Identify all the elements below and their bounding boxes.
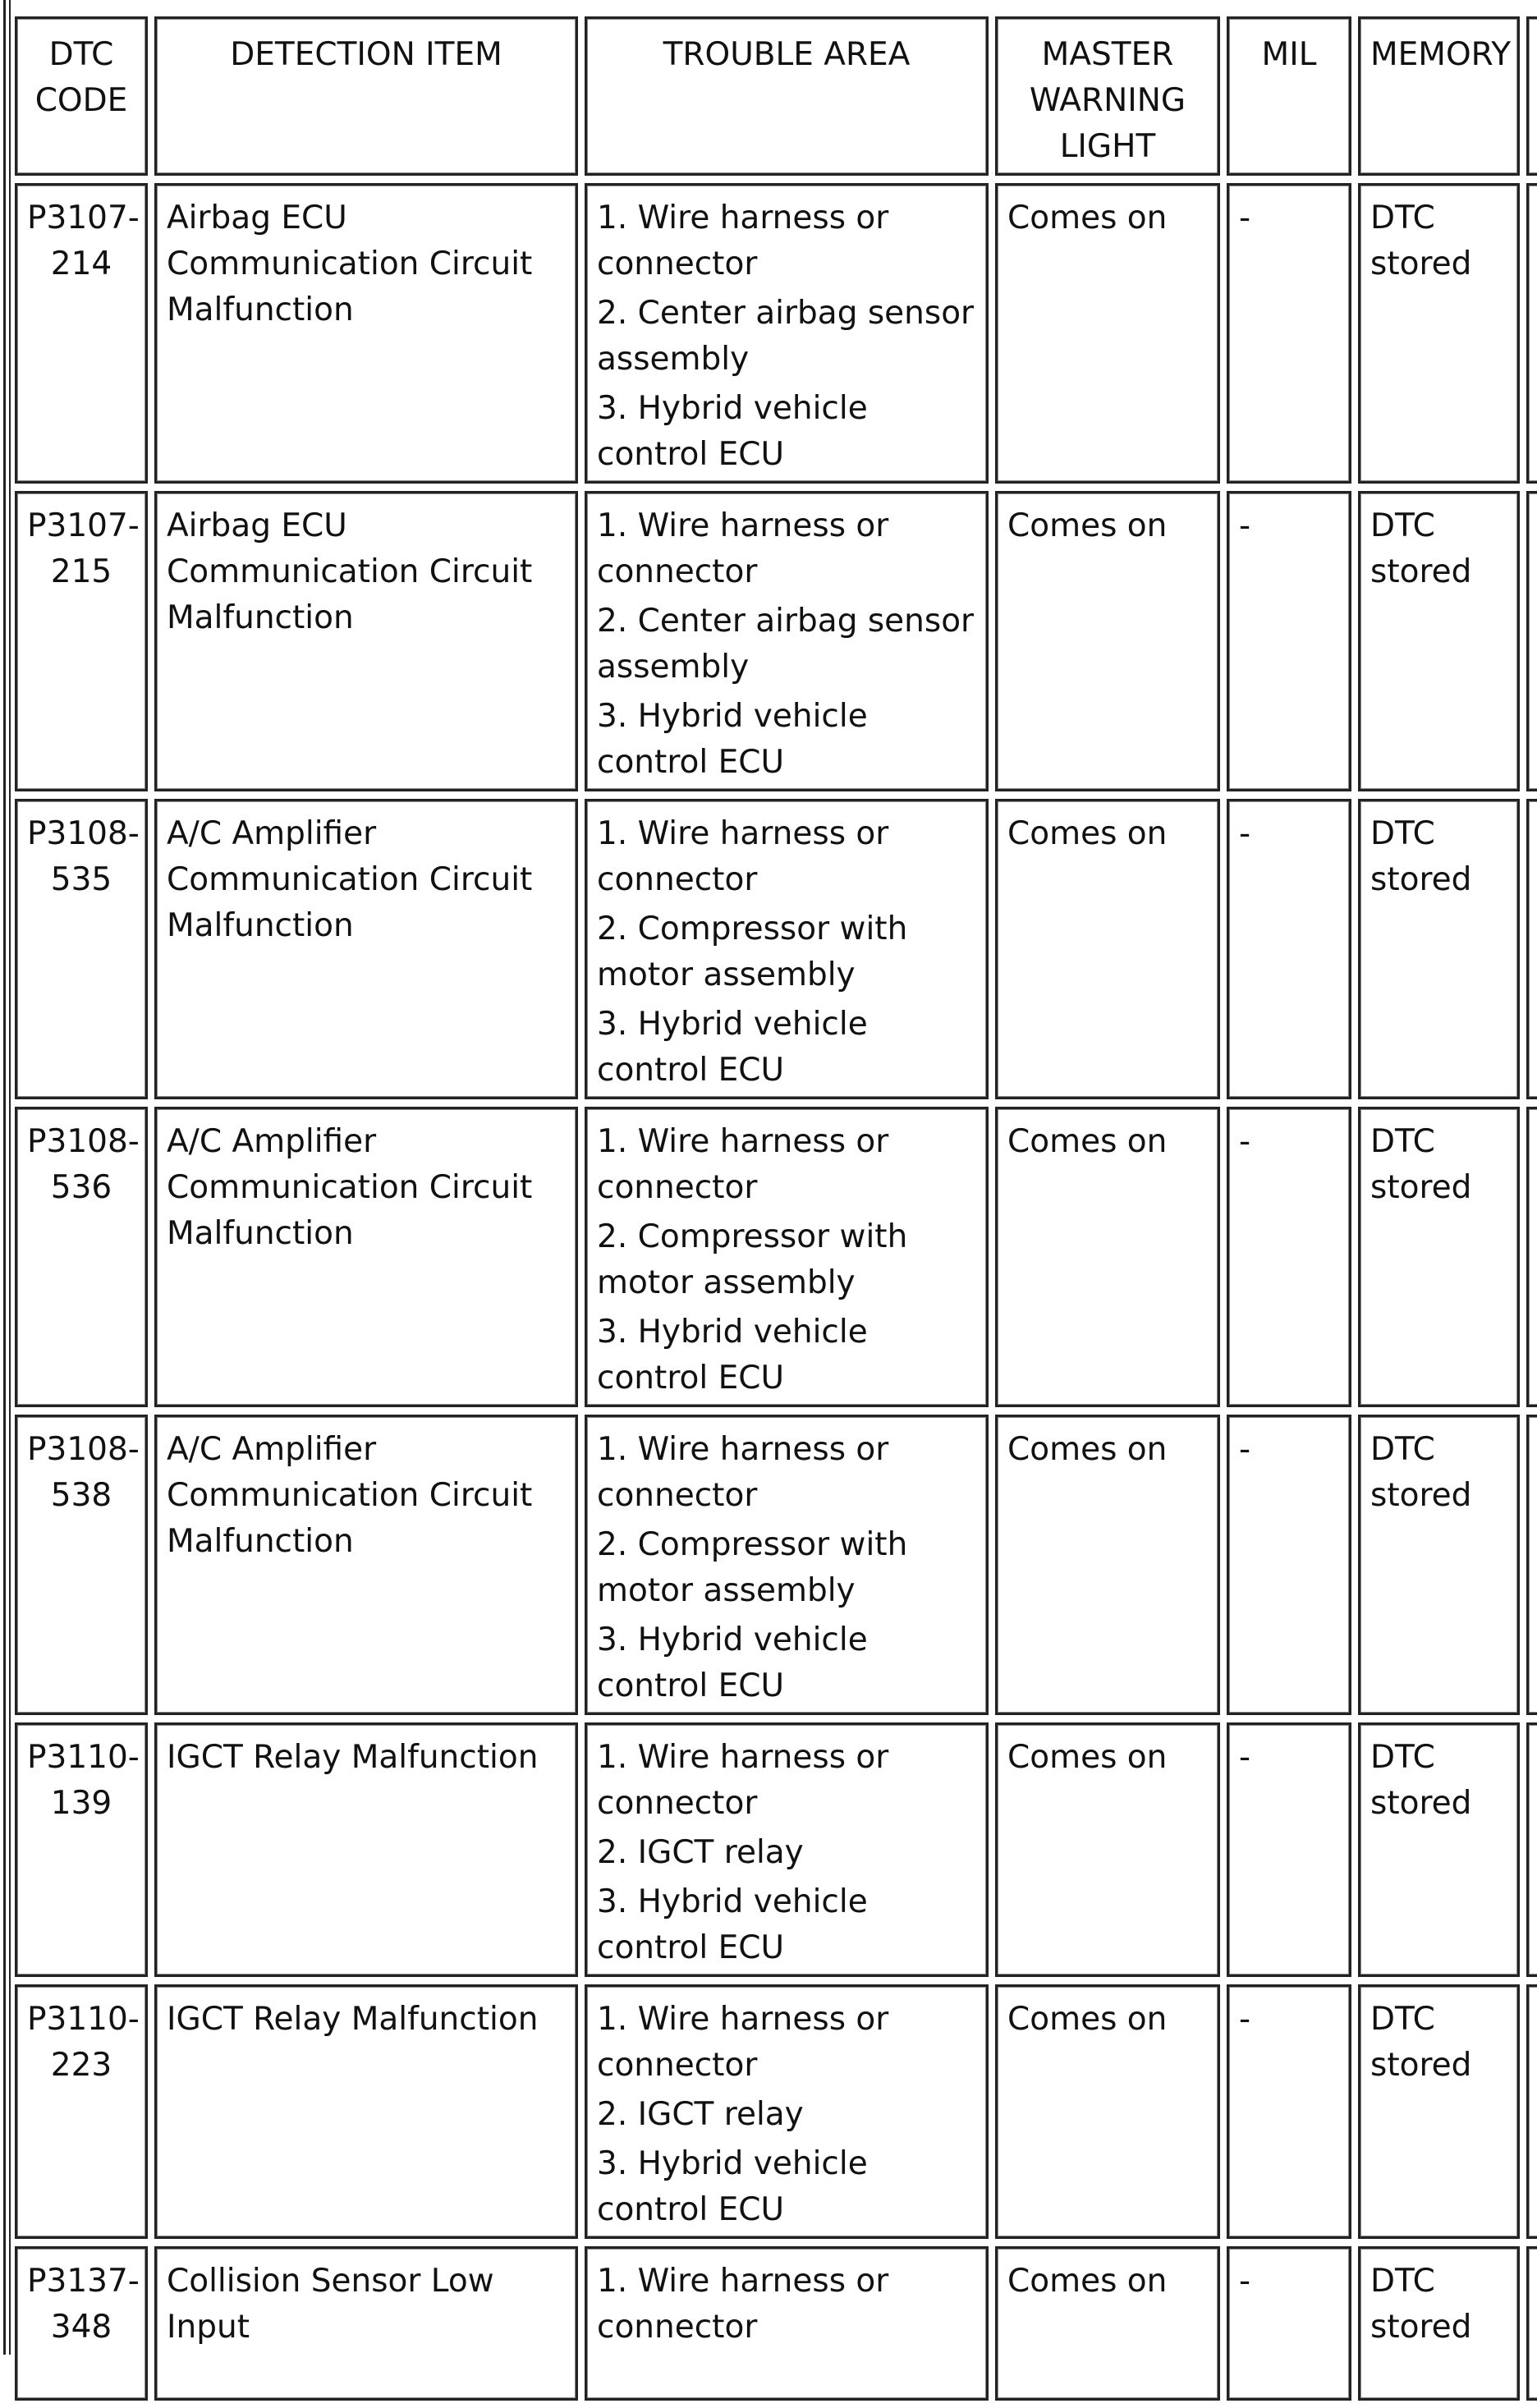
trouble-area-cell <box>585 491 989 791</box>
dtc-code-cell: P3108- 538 <box>15 1415 148 1715</box>
memory-cell: DTC stored <box>1358 183 1520 484</box>
trouble-area-item: 3. Hybrid vehicle control ECU <box>597 1883 868 1966</box>
mil-cell: - <box>1227 2246 1351 2401</box>
clipped-column-cell <box>1526 183 1537 484</box>
header-mil: MIL <box>1227 16 1351 176</box>
table-row <box>15 799 1537 1099</box>
table-body <box>15 183 1537 2401</box>
dtc-code-cell: P3108- 535 <box>15 799 148 1099</box>
master-warning-light-cell: Comes on <box>995 491 1220 791</box>
trouble-area-item: 1. Wire harness or connector <box>597 815 889 898</box>
master-warning-light-cell: Comes on <box>995 1722 1220 1977</box>
header-master-warning-light: MASTER WARNING LIGHT <box>995 16 1220 176</box>
clipped-column-cell <box>1526 1107 1537 1407</box>
detection-item-cell: Collision Sensor Low Input <box>154 2246 578 2401</box>
table-row <box>15 1722 1537 1977</box>
trouble-area-cell <box>585 799 989 1099</box>
detection-item-cell: IGCT Relay Malfunction <box>154 1984 578 2239</box>
trouble-area-cell <box>585 1984 989 2239</box>
memory-cell: DTC stored <box>1358 1722 1520 1977</box>
clipped-column-cell <box>1526 1984 1537 2239</box>
header-memory: MEMORY <box>1358 16 1520 176</box>
mil-cell: - <box>1227 1722 1351 1977</box>
master-warning-light-cell: Comes on <box>995 1415 1220 1715</box>
header-detection-item: DETECTION ITEM <box>154 16 578 176</box>
trouble-area-item: 1. Wire harness or connector <box>597 2263 889 2346</box>
dtc-code-cell: P3137- 348 <box>15 2246 148 2401</box>
clipped-column-cell <box>1526 491 1537 791</box>
page-left-rule <box>3 0 6 2355</box>
trouble-area-item: 2. Compressor with motor assembly <box>597 1526 908 1609</box>
clipped-column-cell <box>1526 2246 1537 2401</box>
trouble-area-item: 1. Wire harness or connector <box>597 507 889 590</box>
trouble-area-item: 2. Compressor with motor assembly <box>597 1218 908 1301</box>
dtc-table <box>8 9 1537 2408</box>
table-row <box>15 491 1537 791</box>
clipped-column-cell <box>1526 1722 1537 1977</box>
dtc-code-cell: P3108- 536 <box>15 1107 148 1407</box>
trouble-area-item: 3. Hybrid vehicle control ECU <box>597 390 868 473</box>
table-row <box>15 183 1537 484</box>
master-warning-light-cell: Comes on <box>995 799 1220 1099</box>
mil-cell: - <box>1227 183 1351 484</box>
detection-item-cell: A/C Amplifier Communication Circuit Malfunction <box>154 1107 578 1407</box>
dtc-code-cell: P3107- 214 <box>15 183 148 484</box>
detection-item-cell: Airbag ECU Communication Circuit Malfunction <box>154 183 578 484</box>
dtc-code-cell: P3107- 215 <box>15 491 148 791</box>
trouble-area-item: 1. Wire harness or connector <box>597 1739 889 1822</box>
detection-item-cell: A/C Amplifier Communication Circuit Malfunction <box>154 1415 578 1715</box>
header-dtc-code: DTC CODE <box>15 16 148 176</box>
table-row <box>15 1984 1537 2239</box>
master-warning-light-cell: Comes on <box>995 2246 1220 2401</box>
memory-cell: DTC stored <box>1358 491 1520 791</box>
memory-cell: DTC stored <box>1358 799 1520 1099</box>
header-clipped-column <box>1526 16 1537 176</box>
table-row <box>15 2246 1537 2401</box>
trouble-area-item: 3. Hybrid vehicle control ECU <box>597 1006 868 1089</box>
trouble-area-cell <box>585 1722 989 1977</box>
detection-item-cell: IGCT Relay Malfunction <box>154 1722 578 1977</box>
memory-cell: DTC stored <box>1358 2246 1520 2401</box>
memory-cell: DTC stored <box>1358 1984 1520 2239</box>
trouble-area-item: 2. Center airbag sensor assembly <box>597 603 975 686</box>
detection-item-cell: Airbag ECU Communication Circuit Malfunction <box>154 491 578 791</box>
trouble-area-item: 1. Wire harness or connector <box>597 200 889 282</box>
clipped-column-cell <box>1526 799 1537 1099</box>
trouble-area-cell <box>585 1107 989 1407</box>
table-row <box>15 1107 1537 1407</box>
mil-cell: - <box>1227 491 1351 791</box>
clipped-column-cell <box>1526 1415 1537 1715</box>
table-row <box>15 1415 1537 1715</box>
mil-cell: - <box>1227 799 1351 1099</box>
master-warning-light-cell: Comes on <box>995 1984 1220 2239</box>
trouble-area-cell <box>585 1415 989 1715</box>
trouble-area-item: 1. Wire harness or connector <box>597 2001 889 2084</box>
trouble-area-cell <box>585 2246 989 2401</box>
master-warning-light-cell: Comes on <box>995 183 1220 484</box>
trouble-area-item: 3. Hybrid vehicle control ECU <box>597 2145 868 2228</box>
header-trouble-area: TROUBLE AREA <box>585 16 989 176</box>
mil-cell: - <box>1227 1415 1351 1715</box>
dtc-code-cell: P3110- 223 <box>15 1984 148 2239</box>
trouble-area-item: 2. IGCT relay <box>597 1834 804 1871</box>
mil-cell: - <box>1227 1984 1351 2239</box>
trouble-area-item: 2. IGCT relay <box>597 2096 804 2133</box>
trouble-area-item: 2. Compressor with motor assembly <box>597 910 908 993</box>
trouble-area-cell <box>585 183 989 484</box>
trouble-area-item: 2. Center airbag sensor assembly <box>597 295 975 378</box>
detection-item-cell: A/C Amplifier Communication Circuit Malfunction <box>154 799 578 1099</box>
trouble-area-item: 3. Hybrid vehicle control ECU <box>597 1621 868 1704</box>
memory-cell: DTC stored <box>1358 1107 1520 1407</box>
table-header-row <box>15 16 1537 176</box>
master-warning-light-cell: Comes on <box>995 1107 1220 1407</box>
mil-cell: - <box>1227 1107 1351 1407</box>
dtc-code-cell: P3110- 139 <box>15 1722 148 1977</box>
trouble-area-item: 1. Wire harness or connector <box>597 1431 889 1514</box>
memory-cell: DTC stored <box>1358 1415 1520 1715</box>
trouble-area-item: 1. Wire harness or connector <box>597 1123 889 1206</box>
trouble-area-item: 3. Hybrid vehicle control ECU <box>597 1314 868 1397</box>
trouble-area-item: 3. Hybrid vehicle control ECU <box>597 698 868 781</box>
